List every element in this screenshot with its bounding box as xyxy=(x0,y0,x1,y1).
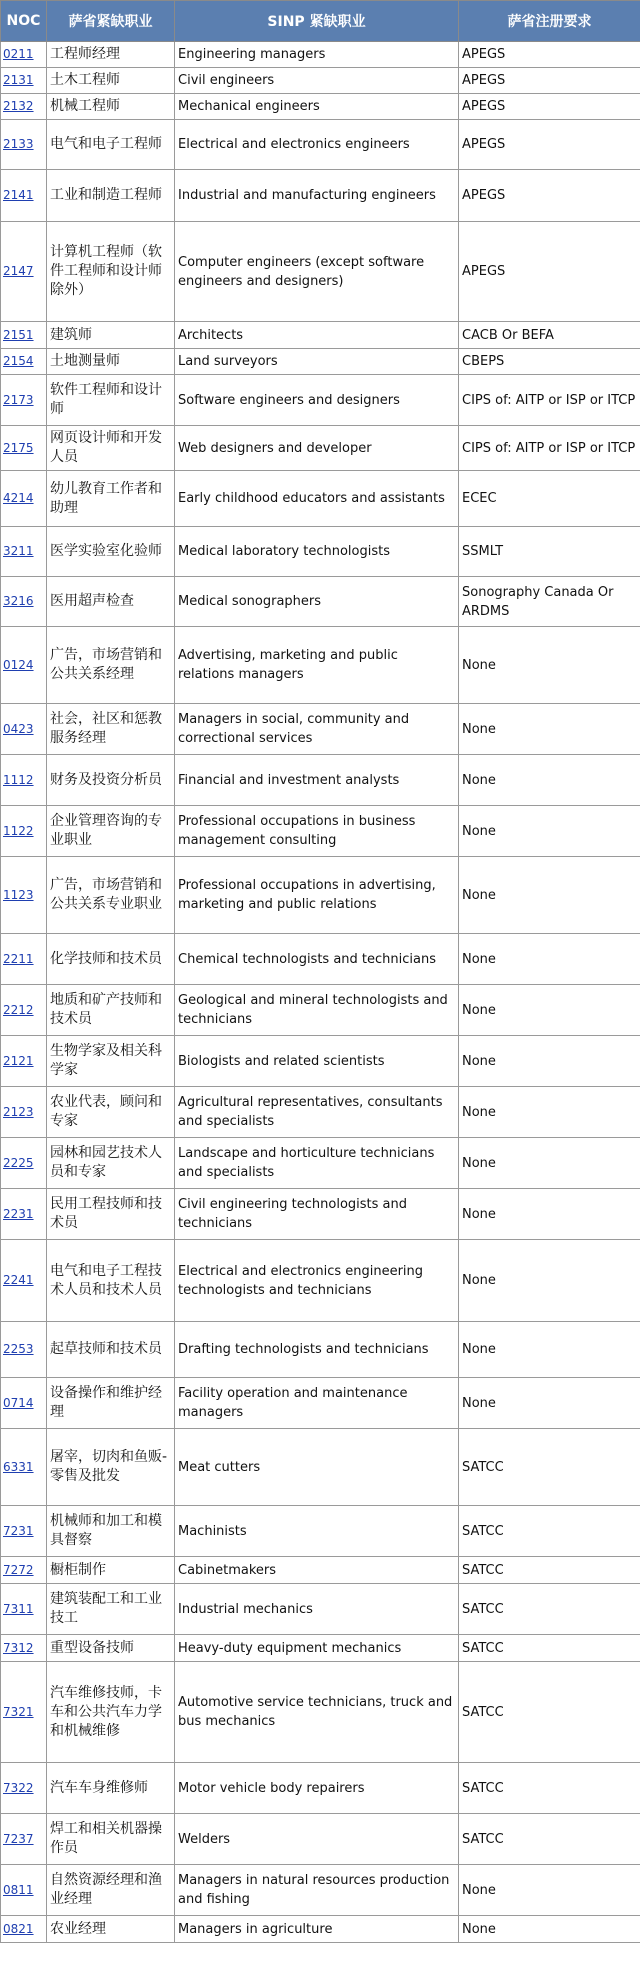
noc-link[interactable]: 3216 xyxy=(3,594,34,608)
noc-cell xyxy=(1,1189,47,1240)
registration-cell: None xyxy=(459,857,640,934)
table-row xyxy=(1,1506,640,1557)
noc-link[interactable]: 2253 xyxy=(3,1342,34,1356)
sinp-occupation-cell: Motor vehicle body repairers xyxy=(175,1763,459,1814)
noc-cell xyxy=(1,934,47,985)
sinp-occupation-cell: Automotive service technicians, truck and bus mechanics xyxy=(175,1662,459,1763)
sinp-occupation-cell: Medical sonographers xyxy=(175,577,459,627)
registration-cell: APEGS xyxy=(459,42,640,68)
noc-link[interactable]: 2175 xyxy=(3,440,34,455)
table-row xyxy=(1,1662,640,1763)
noc-cell xyxy=(1,1865,47,1916)
header-noc: NOC xyxy=(1,1,47,42)
registration-cell: None xyxy=(459,1378,640,1429)
cn-occupation-cell: 起草技师和技术员 xyxy=(47,1322,175,1378)
sinp-occupation-cell: Advertising, marketing and public relations managers xyxy=(175,627,459,704)
registration-cell: SATCC xyxy=(459,1814,640,1865)
table-row xyxy=(1,1916,640,1943)
sinp-occupation-cell: Agricultural representatives, consultants and specialists xyxy=(175,1087,459,1138)
noc-cell xyxy=(1,755,47,806)
noc-link[interactable]: 2212 xyxy=(3,1002,34,1017)
cn-occupation-cell: 建筑师 xyxy=(47,322,175,349)
noc-cell xyxy=(1,120,47,170)
sinp-occupation-cell: Landscape and horticulture technicians and specialists xyxy=(175,1138,459,1189)
registration-cell: ECEC xyxy=(459,471,640,527)
sinp-occupation-cell: Architects xyxy=(175,322,459,349)
noc-link[interactable]: 2154 xyxy=(3,354,34,368)
noc-cell xyxy=(1,1036,47,1087)
table-row xyxy=(1,120,640,170)
table-row xyxy=(1,322,640,349)
cn-occupation-cell: 重型设备技师 xyxy=(47,1635,175,1662)
cn-occupation-cell: 汽车维修技师，卡车和公共汽车力学和机械维修 xyxy=(47,1662,175,1763)
noc-cell xyxy=(1,1240,47,1322)
sinp-occupation-cell: Chemical technologists and technicians xyxy=(175,934,459,985)
sinp-occupation-cell: Computer engineers (except software engineers and designers) xyxy=(175,222,459,322)
table-row xyxy=(1,857,640,934)
noc-cell xyxy=(1,1916,47,1943)
table-row xyxy=(1,42,640,68)
noc-cell xyxy=(1,426,47,471)
noc-link[interactable]: 4214 xyxy=(3,491,34,505)
table-row xyxy=(1,1557,640,1584)
cn-occupation-cell: 机械师和加工和模具督察 xyxy=(47,1506,175,1557)
noc-link[interactable]: 2211 xyxy=(3,951,34,966)
registration-cell: CIPS of: AITP or ISP or ITCP xyxy=(459,375,640,426)
header-registration: 萨省注册要求 xyxy=(459,1,640,42)
table-row xyxy=(1,527,640,577)
registration-cell: None xyxy=(459,1138,640,1189)
noc-cell xyxy=(1,577,47,627)
table-row xyxy=(1,1240,640,1322)
noc-link[interactable]: 6331 xyxy=(3,1459,34,1474)
registration-cell: SSMLT xyxy=(459,527,640,577)
table-row xyxy=(1,471,640,527)
noc-link[interactable]: 2121 xyxy=(3,1053,34,1068)
sinp-occupation-cell: Civil engineering technologists and technicians xyxy=(175,1189,459,1240)
noc-cell xyxy=(1,806,47,857)
table-row xyxy=(1,704,640,755)
noc-cell xyxy=(1,375,47,426)
registration-cell: SATCC xyxy=(459,1584,640,1635)
registration-cell: APEGS xyxy=(459,170,640,222)
sinp-occupation-cell: Professional occupations in advertising, marketing and public relations xyxy=(175,857,459,934)
cn-occupation-cell: 化学技师和技术员 xyxy=(47,934,175,985)
noc-link[interactable]: 0811 xyxy=(3,1882,34,1897)
noc-link[interactable]: 2131 xyxy=(3,73,34,87)
sinp-occupation-cell: Machinists xyxy=(175,1506,459,1557)
noc-cell xyxy=(1,471,47,527)
cn-occupation-cell: 工业和制造工程师 xyxy=(47,170,175,222)
noc-cell xyxy=(1,322,47,349)
registration-cell: CACB Or BEFA xyxy=(459,322,640,349)
cn-occupation-cell: 广告，市场营销和公共关系经理 xyxy=(47,627,175,704)
noc-link[interactable]: 7321 xyxy=(3,1704,34,1719)
noc-cell xyxy=(1,704,47,755)
registration-cell: CBEPS xyxy=(459,349,640,375)
registration-cell: APEGS xyxy=(459,68,640,94)
table-row xyxy=(1,985,640,1036)
noc-cell xyxy=(1,1506,47,1557)
registration-cell: None xyxy=(459,1916,640,1943)
cn-occupation-cell: 橱柜制作 xyxy=(47,1557,175,1584)
cn-occupation-cell: 地质和矿产技师和技术员 xyxy=(47,985,175,1036)
noc-cell xyxy=(1,1429,47,1506)
noc-cell xyxy=(1,1378,47,1429)
cn-occupation-cell: 电气和电子工程师 xyxy=(47,120,175,170)
cn-occupation-cell: 土木工程师 xyxy=(47,68,175,94)
cn-occupation-cell: 社会，社区和惩教服务经理 xyxy=(47,704,175,755)
registration-cell: SATCC xyxy=(459,1763,640,1814)
noc-link[interactable]: 2141 xyxy=(3,188,34,202)
table-row xyxy=(1,934,640,985)
noc-cell xyxy=(1,1557,47,1584)
table-row xyxy=(1,1378,640,1429)
noc-cell xyxy=(1,1763,47,1814)
noc-link[interactable]: 0423 xyxy=(3,721,34,736)
sinp-occupation-cell: Medical laboratory technologists xyxy=(175,527,459,577)
sinp-occupation-cell: Professional occupations in business management consulting xyxy=(175,806,459,857)
cn-occupation-cell: 网页设计师和开发人员 xyxy=(47,426,175,471)
table-row xyxy=(1,94,640,120)
noc-link[interactable]: 7272 xyxy=(3,1562,34,1577)
cn-occupation-cell: 农业经理 xyxy=(47,1916,175,1943)
registration-cell: None xyxy=(459,1240,640,1322)
registration-cell: SATCC xyxy=(459,1429,640,1506)
noc-link[interactable]: 7312 xyxy=(3,1640,34,1655)
table-row xyxy=(1,806,640,857)
table-row xyxy=(1,375,640,426)
registration-cell: SATCC xyxy=(459,1557,640,1584)
registration-cell: CIPS of: AITP or ISP or ITCP xyxy=(459,426,640,471)
noc-link[interactable]: 3211 xyxy=(3,544,34,558)
sinp-occupation-cell: Financial and investment analysts xyxy=(175,755,459,806)
cn-occupation-cell: 屠宰，切肉和鱼贩-零售及批发 xyxy=(47,1429,175,1506)
noc-cell xyxy=(1,985,47,1036)
noc-cell xyxy=(1,94,47,120)
cn-occupation-cell: 设备操作和维护经理 xyxy=(47,1378,175,1429)
noc-cell xyxy=(1,1584,47,1635)
header-cn-occupation: 萨省紧缺职业 xyxy=(47,1,175,42)
noc-cell xyxy=(1,1087,47,1138)
noc-cell xyxy=(1,170,47,222)
table-row xyxy=(1,627,640,704)
noc-link[interactable]: 2231 xyxy=(3,1206,34,1221)
noc-link[interactable]: 2151 xyxy=(3,327,34,342)
noc-link[interactable]: 0124 xyxy=(3,657,34,672)
registration-cell: None xyxy=(459,1087,640,1138)
noc-link[interactable]: 7237 xyxy=(3,1831,34,1846)
sinp-occupation-cell: Managers in agriculture xyxy=(175,1916,459,1943)
sinp-occupation-cell: Meat cutters xyxy=(175,1429,459,1506)
cn-occupation-cell: 电气和电子工程技术人员和技术人员 xyxy=(47,1240,175,1322)
cn-occupation-cell: 自然资源经理和渔业经理 xyxy=(47,1865,175,1916)
table-row xyxy=(1,222,640,322)
table-row xyxy=(1,68,640,94)
noc-cell xyxy=(1,349,47,375)
sinp-occupation-cell: Industrial mechanics xyxy=(175,1584,459,1635)
sinp-occupation-cell: Facility operation and maintenance managers xyxy=(175,1378,459,1429)
cn-occupation-cell: 医用超声检查 xyxy=(47,577,175,627)
noc-cell xyxy=(1,1322,47,1378)
cn-occupation-cell: 民用工程技师和技术员 xyxy=(47,1189,175,1240)
cn-occupation-cell: 机械工程师 xyxy=(47,94,175,120)
table-row xyxy=(1,349,640,375)
cn-occupation-cell: 生物学家及相关科学家 xyxy=(47,1036,175,1087)
noc-link[interactable]: 7231 xyxy=(3,1523,34,1538)
noc-link[interactable]: 1122 xyxy=(3,823,34,838)
registration-cell: None xyxy=(459,1036,640,1087)
header-sinp-occupation: SINP 紧缺职业 xyxy=(175,1,459,42)
noc-cell xyxy=(1,1814,47,1865)
noc-link[interactable]: 2133 xyxy=(3,137,34,151)
sinp-occupation-cell: Cabinetmakers xyxy=(175,1557,459,1584)
sinp-occupation-cell: Electrical and electronics engineering technologists and technicians xyxy=(175,1240,459,1322)
table-row xyxy=(1,1322,640,1378)
noc-cell xyxy=(1,42,47,68)
cn-occupation-cell: 软件工程师和设计师 xyxy=(47,375,175,426)
sinp-occupation-cell: Civil engineers xyxy=(175,68,459,94)
cn-occupation-cell: 农业代表，顾问和专家 xyxy=(47,1087,175,1138)
noc-link[interactable]: 0821 xyxy=(3,1921,34,1936)
registration-cell: APEGS xyxy=(459,222,640,322)
registration-cell: None xyxy=(459,1189,640,1240)
table-row xyxy=(1,755,640,806)
table-row xyxy=(1,1138,640,1189)
cn-occupation-cell: 医学实验室化验师 xyxy=(47,527,175,577)
sinp-occupation-cell: Early childhood educators and assistants xyxy=(175,471,459,527)
registration-cell: APEGS xyxy=(459,120,640,170)
registration-cell: None xyxy=(459,1322,640,1378)
sinp-occupation-cell: Welders xyxy=(175,1814,459,1865)
table-row xyxy=(1,1763,640,1814)
registration-cell: None xyxy=(459,934,640,985)
table-row xyxy=(1,170,640,222)
cn-occupation-cell: 广告，市场营销和公共关系专业职业 xyxy=(47,857,175,934)
sinp-occupation-cell: Biologists and related scientists xyxy=(175,1036,459,1087)
registration-cell: SATCC xyxy=(459,1506,640,1557)
noc-link[interactable]: 2123 xyxy=(3,1104,34,1119)
cn-occupation-cell: 焊工和相关机器操作员 xyxy=(47,1814,175,1865)
registration-cell: None xyxy=(459,985,640,1036)
noc-link[interactable]: 2173 xyxy=(3,392,34,407)
registration-cell: SATCC xyxy=(459,1635,640,1662)
sinp-occupation-cell: Software engineers and designers xyxy=(175,375,459,426)
table-row xyxy=(1,1865,640,1916)
cn-occupation-cell: 计算机工程师（软件工程师和设计师除外） xyxy=(47,222,175,322)
cn-occupation-cell: 幼儿教育工作者和助理 xyxy=(47,471,175,527)
noc-link[interactable]: 2241 xyxy=(3,1273,34,1287)
noc-cell xyxy=(1,1662,47,1763)
table-body xyxy=(1,42,640,1943)
registration-cell: SATCC xyxy=(459,1662,640,1763)
header-row xyxy=(1,1,640,42)
noc-cell xyxy=(1,68,47,94)
noc-link[interactable]: 1123 xyxy=(3,887,34,902)
cn-occupation-cell: 财务及投资分析员 xyxy=(47,755,175,806)
sinp-occupation-cell: Geological and mineral technologists and technicians xyxy=(175,985,459,1036)
table-row xyxy=(1,577,640,627)
sinp-occupation-cell: Heavy-duty equipment mechanics xyxy=(175,1635,459,1662)
noc-link[interactable]: 0714 xyxy=(3,1395,34,1410)
noc-link[interactable]: 2132 xyxy=(3,99,34,113)
sinp-occupation-cell: Managers in natural resources production and fishing xyxy=(175,1865,459,1916)
noc-cell xyxy=(1,1635,47,1662)
sinp-occupation-cell: Engineering managers xyxy=(175,42,459,68)
cn-occupation-cell: 建筑装配工和工业技工 xyxy=(47,1584,175,1635)
noc-link[interactable]: 2225 xyxy=(3,1155,34,1170)
table-row xyxy=(1,1189,640,1240)
sinp-occupation-cell: Web designers and developer xyxy=(175,426,459,471)
noc-cell xyxy=(1,1138,47,1189)
table-row xyxy=(1,1584,640,1635)
table-row xyxy=(1,1087,640,1138)
cn-occupation-cell: 工程师经理 xyxy=(47,42,175,68)
noc-link[interactable]: 2147 xyxy=(3,264,34,278)
noc-link[interactable]: 7311 xyxy=(3,1601,34,1616)
noc-cell xyxy=(1,857,47,934)
cn-occupation-cell: 园林和园艺技术人员和专家 xyxy=(47,1138,175,1189)
registration-cell: None xyxy=(459,806,640,857)
noc-cell xyxy=(1,527,47,577)
sinp-occupation-cell: Electrical and electronics engineers xyxy=(175,120,459,170)
noc-cell xyxy=(1,222,47,322)
registration-cell: None xyxy=(459,704,640,755)
registration-cell: None xyxy=(459,627,640,704)
registration-cell: None xyxy=(459,1865,640,1916)
table-row xyxy=(1,426,640,471)
cn-occupation-cell: 汽车车身维修师 xyxy=(47,1763,175,1814)
noc-cell xyxy=(1,627,47,704)
sinp-occupation-cell: Managers in social, community and correctional services xyxy=(175,704,459,755)
sinp-occupation-cell: Mechanical engineers xyxy=(175,94,459,120)
table-row xyxy=(1,1814,640,1865)
sinp-occupation-cell: Drafting technologists and technicians xyxy=(175,1322,459,1378)
noc-link[interactable]: 0211 xyxy=(3,47,34,61)
noc-link[interactable]: 1112 xyxy=(3,772,34,787)
registration-cell: Sonography Canada Or ARDMS xyxy=(459,577,640,627)
noc-link[interactable]: 7322 xyxy=(3,1780,34,1795)
table-row xyxy=(1,1635,640,1662)
cn-occupation-cell: 企业管理咨询的专业职业 xyxy=(47,806,175,857)
sinp-occupation-cell: Industrial and manufacturing engineers xyxy=(175,170,459,222)
table-row xyxy=(1,1429,640,1506)
registration-cell: None xyxy=(459,755,640,806)
cn-occupation-cell: 土地测量师 xyxy=(47,349,175,375)
sinp-occupation-cell: Land surveyors xyxy=(175,349,459,375)
table-row xyxy=(1,1036,640,1087)
registration-cell: APEGS xyxy=(459,94,640,120)
